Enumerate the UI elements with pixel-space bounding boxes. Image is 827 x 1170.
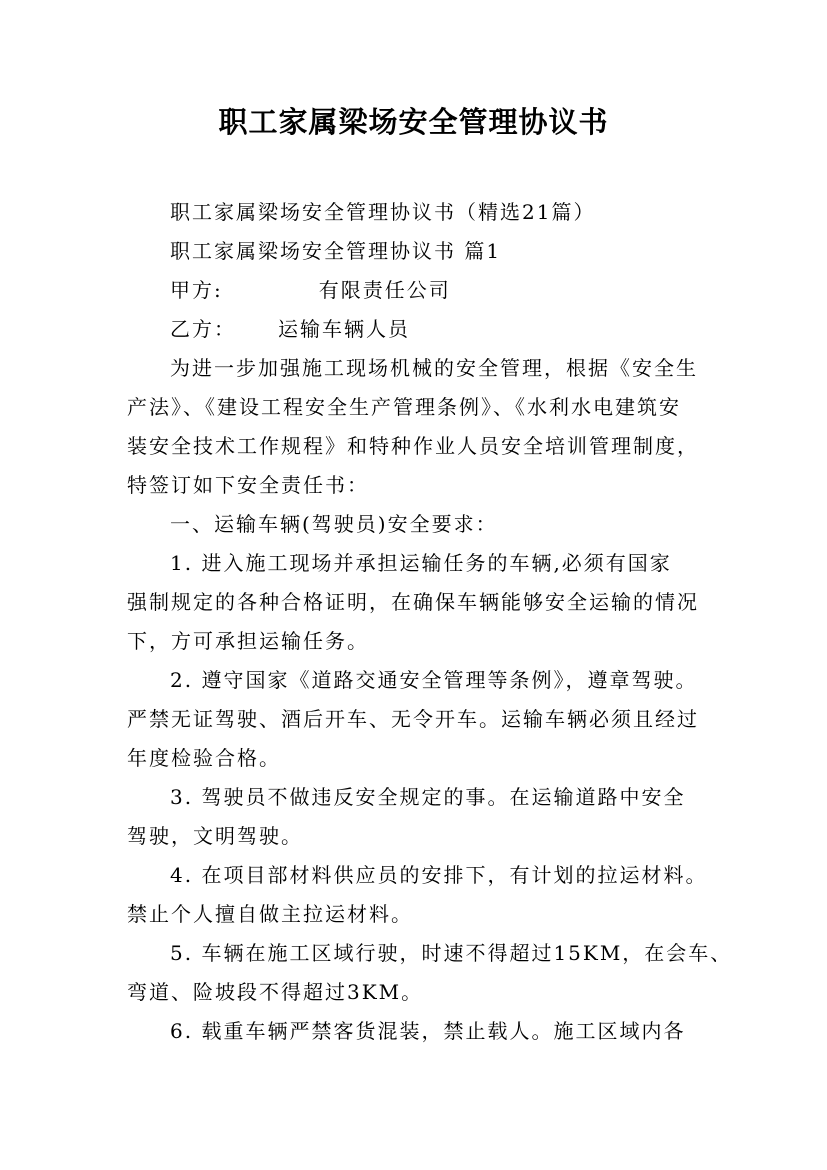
paragraph-line: 2. 遵守国家《道路交通安全管理等条例》，遵章驾驶。 <box>170 668 698 692</box>
party-a-label: 甲方: <box>170 278 223 302</box>
party-b-row <box>170 314 410 344</box>
paragraph-line: 特签订如下安全责任书： <box>127 473 369 497</box>
paragraph-line: 3. 驾驶员不做违反安全规定的事。在运输道路中安全 <box>170 785 686 809</box>
paragraph-line: 年度检验合格。 <box>127 746 281 770</box>
paragraph-line: 下，方可承担运输任务。 <box>127 629 369 653</box>
paragraph-line: 强制规定的各种合格证明，在确保车辆能够安全运输的情况 <box>127 590 699 614</box>
paragraph-line: 禁止个人擅自做主拉运材料。 <box>127 902 413 926</box>
party-a-row <box>170 275 451 305</box>
paragraph-line: 产法》、《建设工程安全生产管理条例》、《水利水电建筑安 <box>127 395 681 419</box>
party-b-label: 乙方： <box>170 317 236 341</box>
paragraph-line: 装安全技术工作规程》和特种作业人员安全培训管理制度， <box>127 434 699 458</box>
section-item-heading: 一、运输车辆(驾驶员)安全要求： <box>170 512 498 536</box>
paragraph-line: 4. 在项目部材料供应员的安排下，有计划的拉运材料。 <box>170 863 708 887</box>
party-a-value: 有限责任公司 <box>318 278 451 302</box>
paragraph-line: 为进一步加强施工现场机械的安全管理，根据《安全生 <box>170 356 698 380</box>
paragraph-line: 弯道、险坡段不得超过3KM。 <box>127 980 424 1004</box>
paragraph-line: 5. 车辆在施工区域行驶，时速不得超过15KM，在会车、 <box>170 941 733 965</box>
page-title: 职工家属梁场安全管理协议书 <box>218 105 609 139</box>
section-heading: 职工家属梁场安全管理协议书 篇1 <box>170 239 502 263</box>
paragraph-line: 严禁无证驾驶、酒后开车、无令开车。运输车辆必须且经过 <box>127 707 699 731</box>
paragraph-line: 驾驶，文明驾驶。 <box>127 824 303 848</box>
document-subtitle: 职工家属梁场安全管理协议书（精选21篇） <box>170 200 596 224</box>
party-b-value: 运输车辆人员 <box>278 317 410 341</box>
paragraph-line: 1. 进入施工现场并承担运输任务的车辆,必须有国家 <box>170 551 672 575</box>
paragraph-line: 6. 载重车辆严禁客货混装，禁止载人。施工区域内各 <box>170 1019 686 1043</box>
